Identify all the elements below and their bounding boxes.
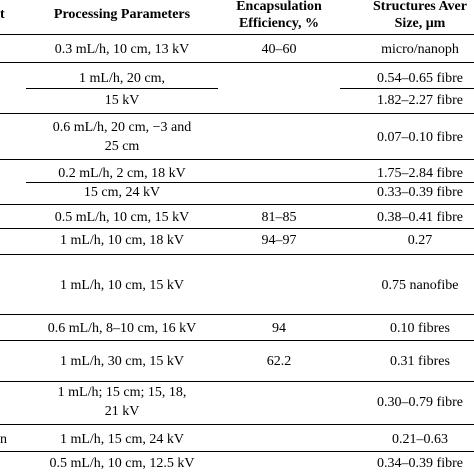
- table-row-7-processing: 1 mL/h, 10 cm, 18 kV: [59, 233, 185, 248]
- table-row-12-size: 0.21–0.63: [392, 432, 448, 447]
- header-efficiency-line1: Encapsulation: [236, 0, 322, 14]
- table-row-3-size: 0.07–0.10 fibre: [377, 130, 463, 145]
- table-row-7-size: 0.27: [407, 233, 433, 248]
- row-rule-6: [0, 228, 474, 229]
- table-row-7-efficiency: 94–97: [261, 233, 297, 248]
- table-row-6-efficiency: 81–85: [261, 210, 297, 225]
- table-row-4-processing: 0.2 mL/h, 2 cm, 18 kV: [58, 166, 186, 181]
- row-rule-11: [0, 424, 474, 425]
- table-row-6-size: 0.38–0.41 fibre: [377, 210, 463, 225]
- table-row-6-processing: 0.5 mL/h, 10 cm, 15 kV: [54, 210, 190, 225]
- table-row-9-size: 0.10 fibres: [390, 321, 450, 336]
- table-row-4-size: 1.75–2.84 fibre: [377, 166, 463, 181]
- row-rule-1-size-partial: [340, 88, 474, 89]
- row-rule-3: [0, 159, 474, 160]
- header-processing-parameters: Processing Parameters: [53, 7, 191, 22]
- table-row-10-size: 0.31 fibres: [390, 354, 450, 369]
- table-row-10-processing: 1 mL/h, 30 cm, 15 kV: [59, 354, 185, 369]
- table-row-1-processing: 1 mL/h, 20 cm,: [79, 71, 165, 86]
- table-row-12-left-fragment: n: [0, 432, 7, 447]
- table-row-12-processing: 1 mL/h, 15 cm, 24 kV: [59, 432, 185, 447]
- row-rule-12: [0, 451, 474, 452]
- table-row-10-efficiency: 62.2: [266, 354, 292, 369]
- row-rule-4-partial: [26, 182, 474, 183]
- table-row-2-size: 1.82–2.27 fibre: [377, 93, 463, 108]
- table-row-1-size: 0.54–0.65 fibre: [377, 71, 463, 86]
- table-row-5-size: 0.33–0.39 fibre: [377, 185, 463, 200]
- table-row-9-processing: 0.6 mL/h, 8–10 cm, 16 kV: [47, 321, 197, 336]
- header-size-line2: Size, μm: [394, 16, 446, 31]
- table-row-9-efficiency: 94: [272, 321, 286, 336]
- header-size-line1: Structures Aver: [373, 0, 467, 14]
- table-row-0-processing: 0.3 mL/h, 10 cm, 13 kV: [54, 42, 190, 57]
- row-rule-10: [0, 381, 474, 382]
- row-rule-2: [0, 113, 474, 114]
- row-rule-7: [0, 254, 474, 255]
- table-row-11-processing-line2: 21 kV: [104, 404, 140, 419]
- table-row-3-processing-line1: 0.6 mL/h, 20 cm, −3 and: [52, 120, 192, 135]
- table-row-13-processing: 0.5 mL/h, 10 cm, 12.5 kV: [49, 456, 195, 471]
- row-rule-5: [0, 204, 474, 205]
- table-row-8-size: 0.75 nanofibe: [381, 278, 459, 293]
- table-row-2-processing: 15 kV: [104, 93, 140, 108]
- row-rule-1-partial: [26, 88, 218, 89]
- table-row-11-size: 0.30–0.79 fibre: [377, 395, 463, 410]
- row-rule-9: [0, 340, 474, 341]
- table-row-11-processing-line1: 1 mL/h; 15 cm; 15, 18,: [57, 385, 187, 400]
- table-row-0-size: micro/nanoph: [381, 42, 459, 57]
- table-row-13-size: 0.34–0.39 fibre: [377, 456, 463, 471]
- row-rule-0: [0, 62, 474, 63]
- row-rule-8: [0, 314, 474, 315]
- header-bottom-rule: [0, 34, 474, 35]
- table-row-8-processing: 1 mL/h, 10 cm, 15 kV: [59, 278, 185, 293]
- header-efficiency-line2: Efficiency, %: [238, 16, 320, 31]
- header-left-fragment: t: [0, 7, 5, 22]
- table-row-3-processing-line2: 25 cm: [104, 139, 140, 154]
- table-row-0-efficiency: 40–60: [261, 42, 297, 57]
- table-row-5-processing: 15 cm, 24 kV: [83, 185, 161, 200]
